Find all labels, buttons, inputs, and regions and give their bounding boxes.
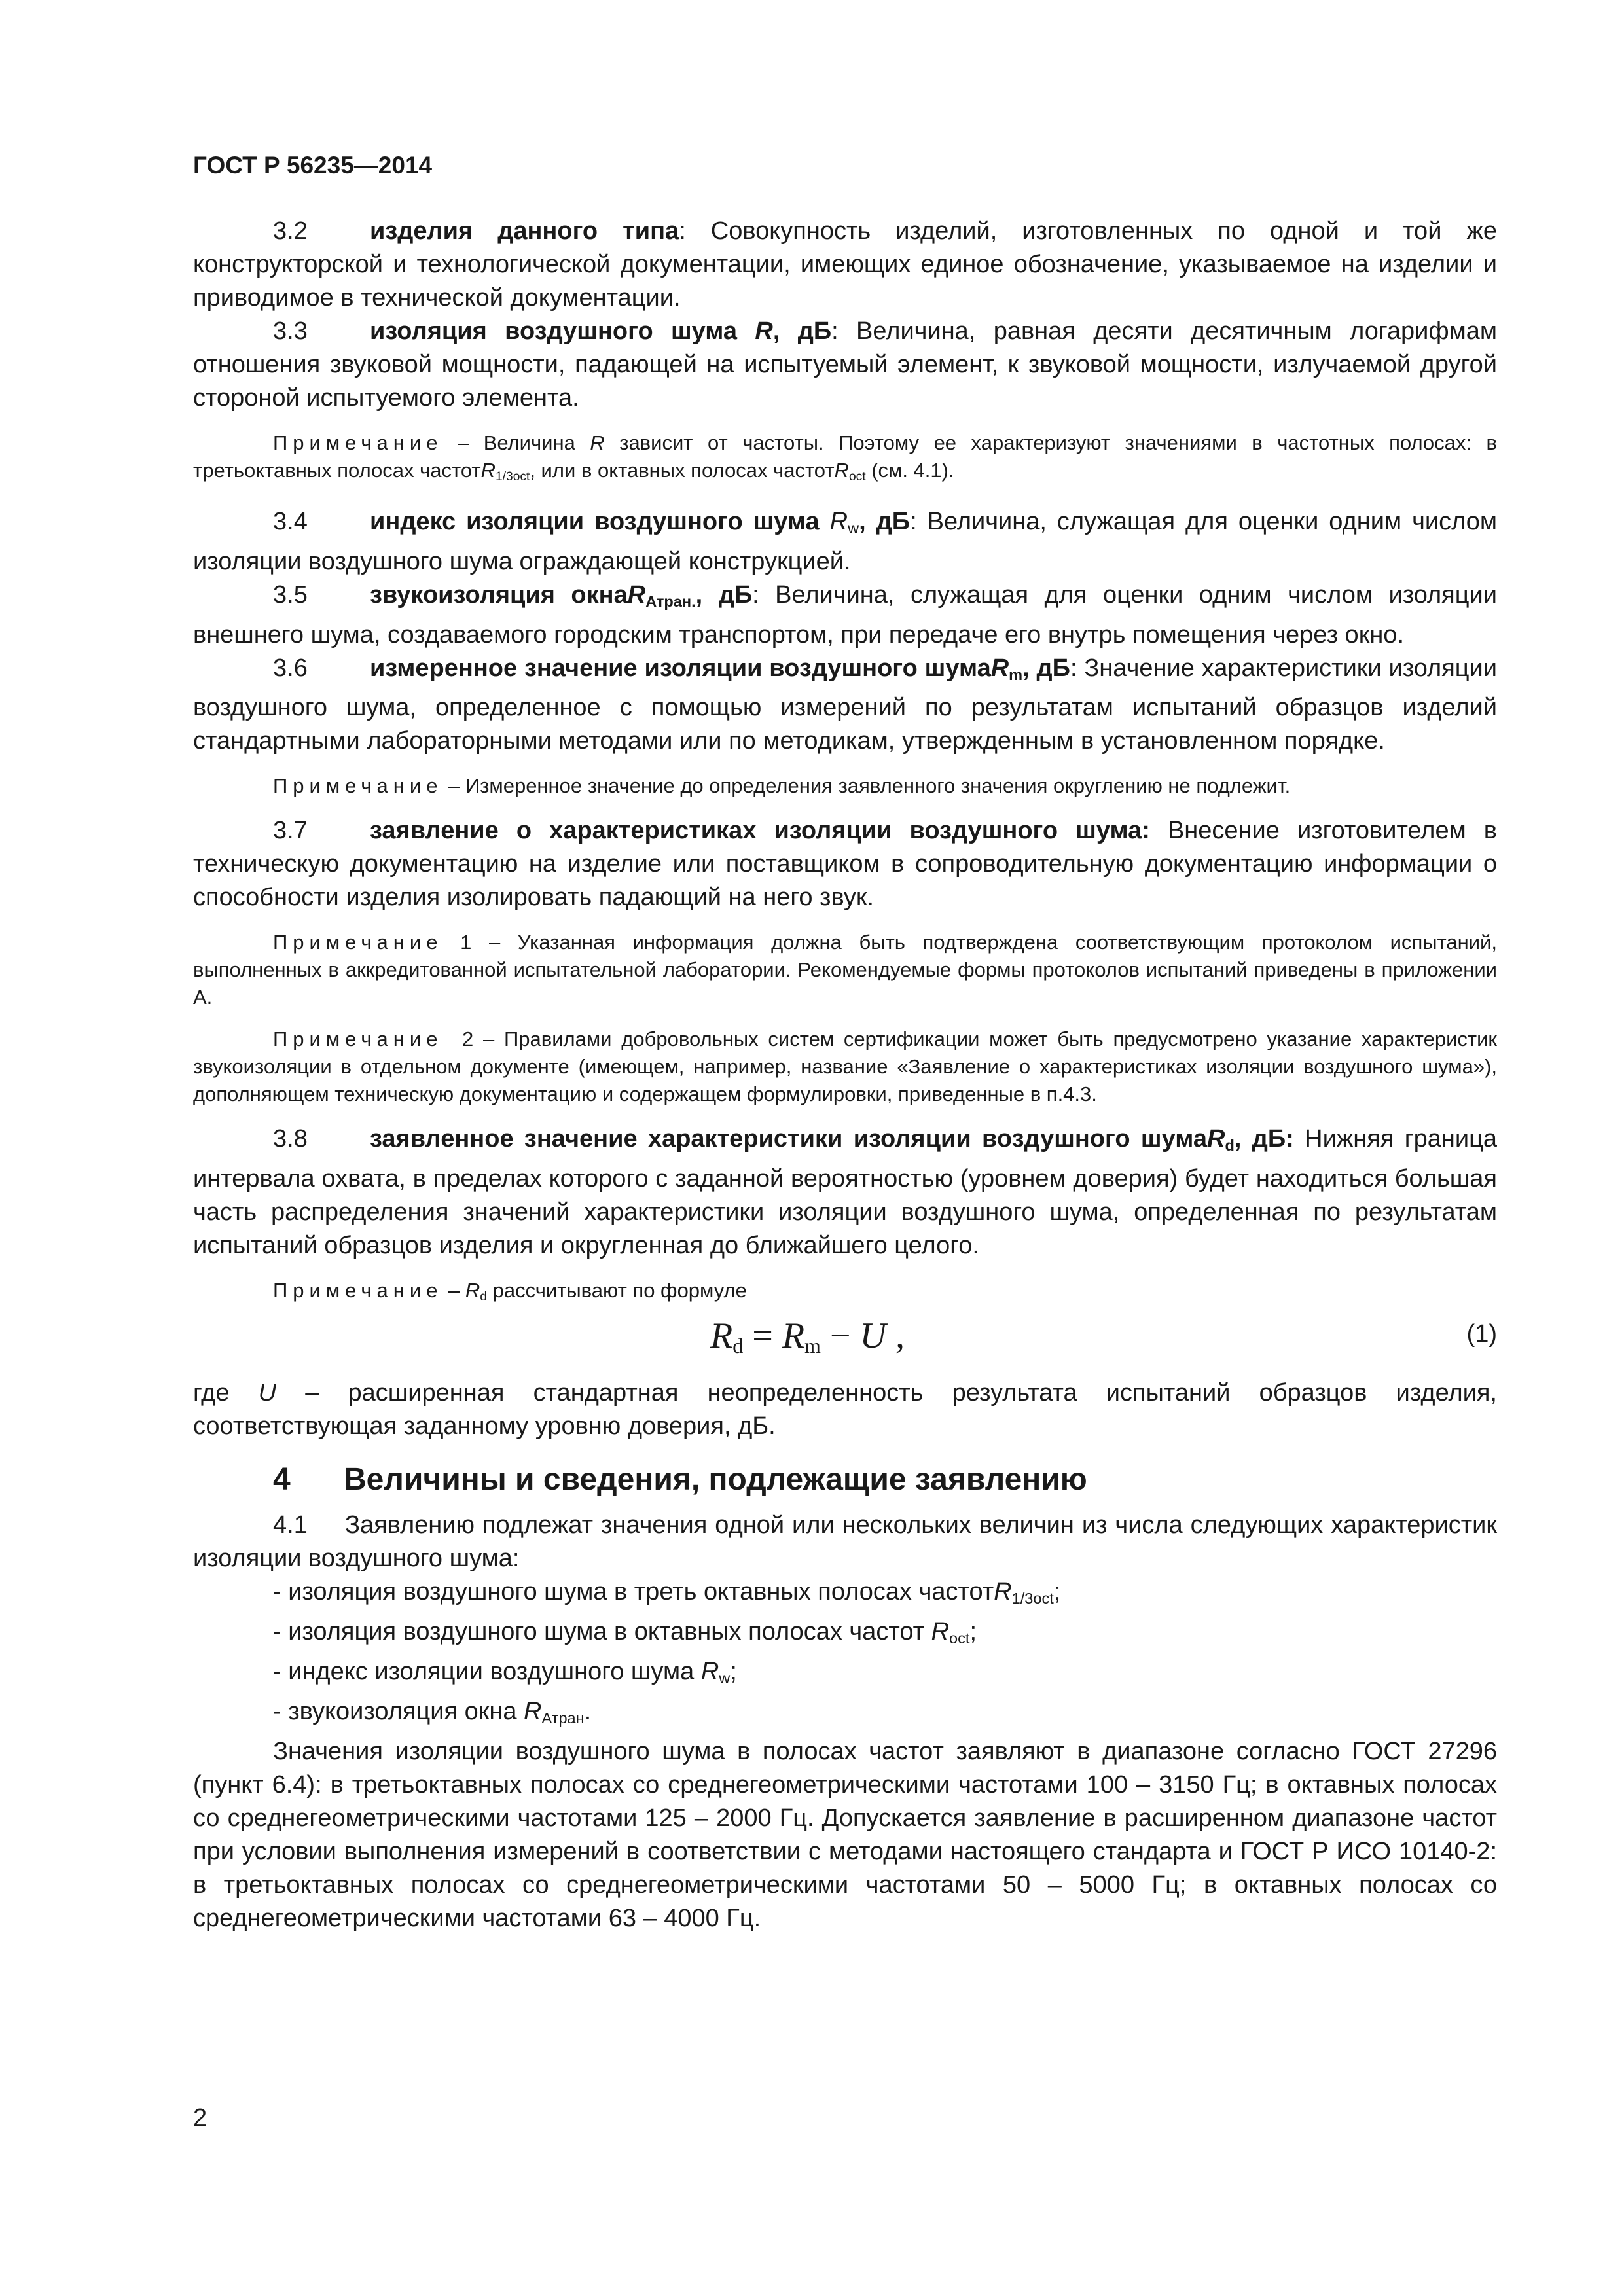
clause-3-5 [193, 579, 1497, 652]
note-label: Примечание [273, 1279, 443, 1302]
list-item: - изоляция воздушного шума в треть октавных полосах частотR$_{1/3oct}$; [273, 1578, 1061, 1607]
definition: Внесение изготовителем в техническую документацию на изделие или поставщиком в сопроводительную документацию информации о способности изделия изолировать падающий на него звук. [193, 817, 1497, 912]
clause-text: Значения изоляции воздушного шума в полосах частот заявляют в диапазоне согласно ГОСТ 27296 (пункт 6.4): в третьоктавных полосах со среднегеометрическими частотами 100 – 3150 Гц; в октавных полосах со среднегеометрическими частотами 125 – 2000 Гц. Допускается заявление в расширенном диапазоне частот при условии выполнения измерений в соответствии с методами настоящего стандарта и ГОСТ Р ИСО 10140-2: в третьоктавных полосах со среднегеометрическими частотами 50 – 5000 Гц; в октавных полосах со среднегеометрическими частотами 63 – 4000 Гц. [193, 1737, 1497, 1932]
section-4-heading [193, 1460, 1497, 1499]
clause-number: 3.2 [273, 217, 308, 245]
clause-number: 3.6 [273, 654, 308, 682]
formula-punctuation: , [886, 1316, 905, 1357]
clause-number: 4.1 [273, 1511, 308, 1539]
unit: , дБ [695, 581, 753, 609]
note-3-8 [193, 1277, 1497, 1311]
clause-text: Заявлению подлежат значения одной или нескольких величин из числа следующих характеристик изоляции воздушного шума: [193, 1511, 1497, 1573]
term: изоляция воздушного шума [370, 317, 738, 345]
definition: : Величина, равная десяти десятичным логарифмам отношения звуковой мощности, падающей на испытуемый элемент, к звуковой мощности, излучаемой другой стороной испытуемого элемента. [193, 317, 1498, 412]
symbol: R [1206, 1125, 1225, 1153]
section-number: 4 [273, 1462, 291, 1498]
note-label: Примечание [273, 431, 443, 454]
page-number: 2 [193, 2104, 208, 2132]
note-text: зависит от частоты. Поэтому ее характеризуют значениями в частотных полосах: в третьоктавных полосах частот [193, 431, 1498, 482]
unit: , дБ [772, 317, 832, 345]
formula-where [193, 1376, 1497, 1443]
unit: , дБ: [1234, 1125, 1294, 1153]
definition: : Совокупность изделий, изготовленных по одной и той же конструкторской и технологической документации, имеющих единое обозначение, указываемое на изделии и приводимое в технической документации. [193, 217, 1497, 312]
note-label: Примечание [273, 1028, 443, 1051]
note-text: рассчитывают по формуле [486, 1279, 747, 1302]
symbol: R [480, 459, 496, 482]
clause-number: 3.7 [273, 817, 308, 845]
term: звукоизоляция окна [370, 581, 628, 609]
symbol-subscript: Атран. [645, 592, 696, 610]
clause-3-6 [193, 652, 1497, 759]
symbol-subscript: m [1009, 666, 1023, 683]
definition: Нижняя граница интервала охвата, в пределах которого с заданной вероятностью (уровнем доверия) будет находиться большая часть распределения значений характеристики изоляции воздушного шума, определенная по результатам испытаний образцов изделия и округленная до ближайшего целого. [193, 1125, 1497, 1260]
document-header: ГОСТ Р 56235—2014 [193, 152, 433, 179]
note-3-3 [193, 429, 1497, 491]
term: изделия данного типа [370, 217, 679, 245]
formula-symbol: R [710, 1316, 733, 1357]
note-text: – Указанная информация должна быть подтверждена соответствующим протоколом испытаний, выполненных в аккредитованной испытательной лаборатории. Рекомендуемые формы протоколов испытаний приведены в приложении А. [193, 931, 1497, 1009]
note-text: – Величина [442, 431, 590, 454]
formula-symbol: R [782, 1316, 805, 1357]
where-text: где [193, 1379, 259, 1407]
note-label: Примечание [273, 931, 443, 954]
symbol: R [834, 459, 849, 482]
clause-number: 3.5 [273, 581, 308, 609]
note-3-6 [193, 772, 1497, 800]
term: заявленное значение характеристики изоляции воздушного шума [370, 1125, 1207, 1153]
formula-operator: − [820, 1316, 860, 1357]
clause-3-4 [193, 505, 1497, 579]
formula-number: (1) [1466, 1320, 1497, 1348]
definition: : Значение характеристики изоляции воздушного шума, определенное с помощью измерений по результатам испытаний образцов изделий стандартными лабораторными методами или по методикам, утвержденным в установленном порядке. [193, 654, 1497, 755]
clause-4-1 [193, 1509, 1497, 1575]
note-label: Примечание [273, 774, 443, 798]
formula-subscript: m [804, 1334, 821, 1358]
symbol: R [465, 1279, 480, 1302]
where-text: – расширенная стандартная неопределенность результата испытаний образцов изделия, соответствующая заданному уровню доверия, дБ. [193, 1379, 1497, 1441]
characteristics-list [193, 1575, 1497, 1735]
symbol-subscript: 1/3oct [496, 469, 530, 484]
note-text: , или в октавных полосах частот [530, 459, 835, 482]
clause-3-8 [193, 1122, 1497, 1263]
note-text: (см. 4.1). [865, 459, 954, 482]
clause-3-2 [193, 215, 1497, 315]
note-number: 1 [442, 931, 472, 954]
symbol: R [755, 317, 773, 345]
clause-number: 3.3 [273, 317, 308, 345]
clause-3-7 [193, 814, 1497, 914]
symbol-subscript: w [848, 519, 859, 537]
note-3-7-2 [193, 1026, 1497, 1108]
definition: : Величина, служащая для оценки одним числом изоляции воздушного шума ограждающей конструкцией. [193, 507, 1497, 575]
term: измеренное значение изоляции воздушного шума [370, 654, 991, 682]
note-3-7-1 [193, 929, 1497, 1011]
formula-symbol: U [859, 1316, 886, 1357]
symbol: R [990, 654, 1009, 682]
formula [710, 1315, 905, 1358]
clause-number: 3.8 [273, 1125, 308, 1153]
term: индекс изоляции воздушного шума [370, 507, 820, 535]
document-body [193, 215, 1497, 1935]
clause-3-3 [193, 315, 1497, 415]
formula-subscript: d [732, 1334, 744, 1358]
list-item: - звукоизоляция окна $R_{Атран}$. [273, 1697, 592, 1727]
list-item: - изоляция воздушного шума в октавных полосах частот $R_{oct}$; [273, 1617, 977, 1647]
definition: : Величина, служащая для оценки одним числом изоляции внешнего шума, создаваемого городским транспортом, при передаче его внутрь помещения через окно. [193, 581, 1497, 649]
clause-number: 3.4 [273, 507, 308, 535]
symbol: R [829, 507, 848, 535]
note-text: – Измеренное значение до определения заявленного значения округлению не подлежит. [442, 774, 1291, 798]
symbol: R [590, 431, 605, 454]
symbol-subscript: d [480, 1290, 487, 1304]
term: заявление о характеристиках изоляции воздушного шума: [370, 817, 1150, 845]
formula-row [193, 1312, 1497, 1372]
note-text: – Правилами добровольных систем сертификации может быть предусмотрено указание характеристик звукоизоляции в отдельном документе (имеющем, например, название «Заявление о характеристиках изоляции воздушного шума»), дополняющем техническую документацию и содержащем формулировки, приведенные в п.4.3. [193, 1028, 1497, 1106]
symbol-subscript: d [1225, 1137, 1235, 1155]
section-title: Величины и сведения, подлежащие заявлению [344, 1462, 1087, 1498]
formula-operator: = [743, 1316, 782, 1357]
unit: , дБ [859, 507, 911, 535]
symbol: R [627, 581, 646, 609]
note-number: 2 [442, 1028, 474, 1051]
clause-4-1-ranges [193, 1735, 1497, 1935]
symbol-subscript: oct [848, 469, 866, 484]
symbol: U [258, 1379, 277, 1407]
unit: , дБ [1022, 654, 1070, 682]
list-item: - индекс изоляции воздушного шума $R_w$; [273, 1657, 737, 1687]
note-text: – [442, 1279, 465, 1302]
